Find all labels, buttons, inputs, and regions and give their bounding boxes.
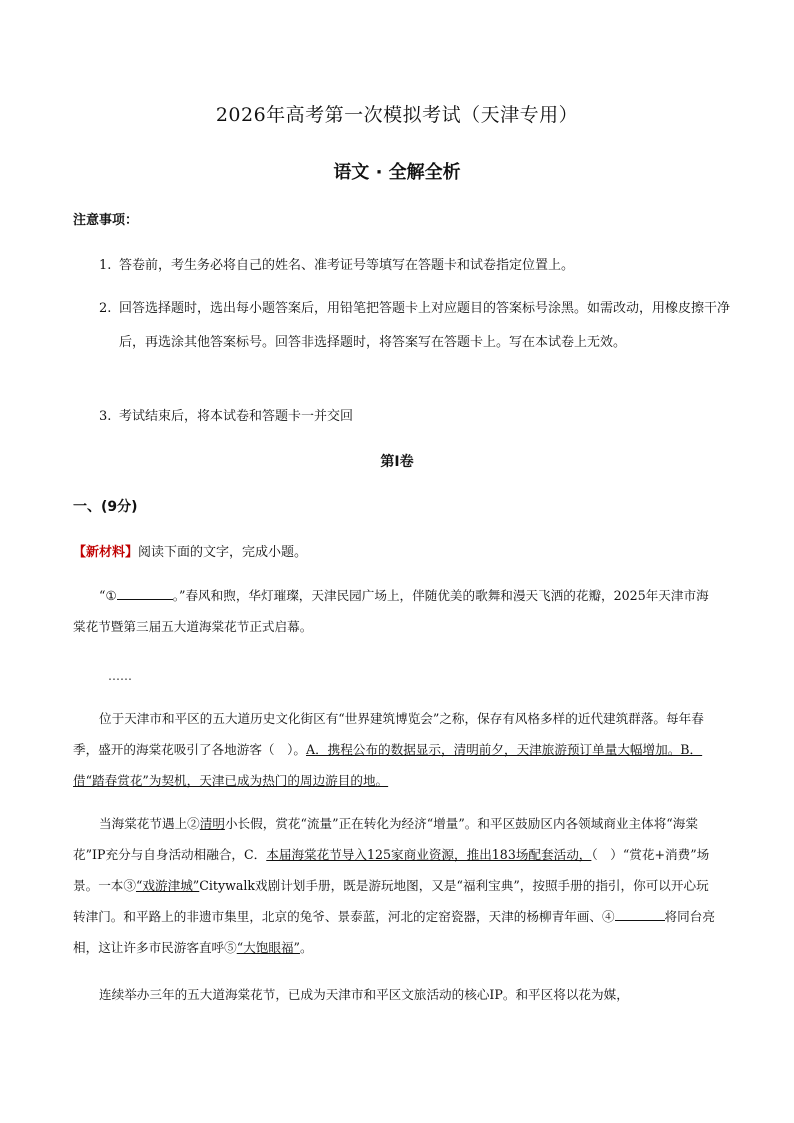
notice-item-text: 答卷前，考生务必将自己的姓名、准考证号等填写在答题卡和试卷指定位置上。 <box>119 258 575 273</box>
p3-underlined-qingming: 清明 <box>199 816 225 831</box>
p3-text-e: （ ）“赏花+消费”场景。一本③ <box>73 847 710 893</box>
p3-text-h: 将同台亮相，这让许多市民游客直呼⑤ <box>73 909 715 955</box>
notice-item-2 <box>99 292 749 360</box>
notice-item-number: 3. <box>99 409 112 424</box>
blank-4 <box>615 906 665 921</box>
notice-item-text: 考试结束后，将本试卷和答题卡一并交回 <box>119 409 354 424</box>
p3-text-c: 小长假，赏花“流量”正在转化为经济“增量”。和平区鼓励区内各领域商业主体将“海棠花”IP充分与自身活动相融合，C． <box>73 816 698 862</box>
notice-item-number: 1. <box>99 258 112 273</box>
p3-underlined-c: 本届海棠花节导入125家商业资源，推出183场配套活动， <box>266 847 592 862</box>
passage-paragraph-4: 连续举办三年的五大道海棠花节，已成为天津市和平区文旅活动的核心IP。和平区将以花为媒， <box>99 987 629 1002</box>
passage-paragraph-2 <box>73 703 721 796</box>
section-title: 第Ⅰ卷 <box>380 454 414 470</box>
passage-paragraph-1 <box>73 580 721 642</box>
notice-item-3 <box>99 400 729 434</box>
page-subtitle: 语文 · 全解全析 <box>333 162 461 183</box>
p2-underlined-sentences: A．携程公布的数据显示，清明前夕，天津旅游预订单量大幅增加。B．借“踏春赏花”为契机，天津已成为热门的周边游目的地。 <box>73 742 703 788</box>
page-title: 2026年高考第一次模拟考试（天津专用） <box>215 104 579 126</box>
p3-text-a: 当海棠花节遇上② <box>99 816 200 831</box>
question-instruction-line <box>73 541 307 560</box>
blank-1 <box>117 585 173 600</box>
p3-text-j: 。 <box>299 940 313 955</box>
notice-item-1 <box>99 249 729 283</box>
p2-text-a: 位于天津市和平区的五大道历史文化街区有“世界建筑博览会”之称，保存有风格多样的近代建筑群落。每年春季，盛开的海棠花吸引了各地游客（ ）。 <box>73 711 704 757</box>
instruction-text: 阅读下面的文字，完成小题。 <box>138 545 308 560</box>
new-material-tag: 【新材料】 <box>73 545 139 560</box>
notice-item-text: 回答选择题时，选出每小题答案后，用铅笔把答题卡上对应题目的答案标号涂黑。如需改动，用橡皮擦干净后，再选涂其他答案标号。回答非选择题时，将答案写在答题卡上。写在本试卷上无效。 <box>119 301 731 350</box>
p1-text-a: “① <box>99 588 117 603</box>
p3-text-g: Citywalk戏剧计划手册，既是游玩地图，又是“福利宝典”，按照手册的指引，你可以开心玩转津门。和平路上的非遗市集里，北京的兔爷、景泰蓝，河北的定窑瓷器，天津的杨柳青年画、④ <box>73 878 709 924</box>
notice-heading: 注意事项： <box>73 213 139 228</box>
p3-underlined-xiyou: “戏游津城” <box>135 878 200 893</box>
notice-item-number: 2. <box>99 301 112 316</box>
passage-paragraph-3 <box>73 808 721 963</box>
part-heading: 一、(9分) <box>73 499 138 515</box>
p1-text-b: 。”春风和煦，华灯璀璨，天津民园广场上，伴随优美的歌舞和漫天飞洒的花瓣，2025年天津市海棠花节暨第三届五大道海棠花节正式启幕。 <box>73 588 709 634</box>
p3-underlined-dabao: “大饱眼福” <box>236 940 300 955</box>
ellipsis: …… <box>108 669 132 683</box>
